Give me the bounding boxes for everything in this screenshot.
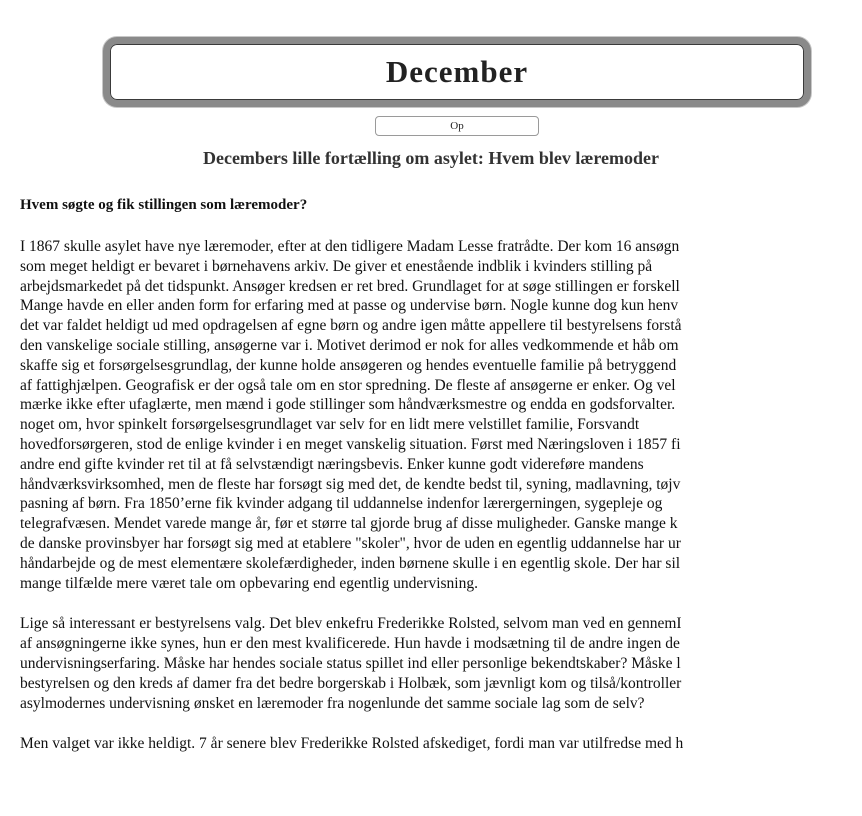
paragraph-3 — [20, 734, 862, 754]
paragraph-line: hovedforsørgeren, stod de enlige kvinder i en meget vanskelig situation. Først med Næringsloven i 1857 fi — [20, 435, 681, 453]
paragraph-line: håndarbejde og de mest elementære skolefærdigheder, inden børnene skulle i en egentlig skole. Der har sil — [20, 554, 681, 572]
paragraph-line: håndværksvirksomhed, men de fleste har forsøgt sig med det, de kendte bedst til, syning, madlavning, tøjv — [20, 475, 681, 493]
paragraph-line: arbejdsmarkedet på det tidspunkt. Ansøger kredsen er ret bred. Grundlaget for at søge stillingen er forskell — [20, 277, 680, 295]
paragraph-line: bestyrelsen og den kreds af damer fra det bedre borgerskab i Holbæk, som jævnligt kom og tilså/kontroller — [20, 674, 682, 692]
page-title: December — [385, 54, 529, 89]
paragraph-line: af fattighjælpen. Geografisk er der også tale om en stor spredning. De fleste af ansøgerne er enker. Og vel — [20, 376, 676, 394]
paragraph-line: andre end gifte kvinder ret til at få selvstændigt næringsbevis. Enker kunne godt videreføre mandens — [20, 455, 644, 473]
paragraph-line: asylmodernes undervisning ønsket en læremoder fra nogenlunde det samme sociale lag som de selv? — [20, 694, 645, 712]
up-button[interactable]: Op — [375, 116, 539, 136]
paragraph-line: de danske provinsbyer har forsøgt sig med at etablere "skoler", hvor de uden en egentlig uddannelse har ur — [20, 534, 681, 552]
paragraph-line: skaffe sig et forsørgelsesgrundlag, der kunne holde ansøgeren og hendes eventuelle familie på betryggend — [20, 356, 677, 374]
paragraph-line: I 1867 skulle asylet have nye læremoder, efter at den tidligere Madam Lesse fratrådte. Der kom 16 ansøgn — [20, 238, 680, 255]
paragraph-line: mange tilfælde mere været tale om opbevaring end egentlig undervisning. — [20, 574, 478, 592]
paragraph-line: Lige så interessant er bestyrelsens valg. Det blev enkefru Frederikke Rolsted, selvom man ved en gennemI — [20, 615, 682, 633]
article-body — [20, 195, 862, 775]
paragraph-line: Mange havde en eller anden form for erfaring med at passe og undervise børn. Nogle kunne dog kun henv — [20, 297, 679, 315]
paragraph-line: mærke ikke efter ufaglærte, men mænd i gode stillinger som håndværksmestre og endda en godsforvalter. — [20, 396, 676, 414]
page-title-banner — [103, 37, 811, 107]
paragraph-1 — [20, 237, 862, 593]
section-heading: Hvem søgte og fik stillingen som læremoder? — [20, 197, 308, 213]
paragraph-line: som meget heldigt er bevaret i børnehavens arkiv. De giver et enestående indblik i kvinders stilling på — [20, 257, 653, 275]
paragraph-line: af ansøgningerne ikke synes, hun er den mest kvalificerede. Hun havde i modsætning til de andre ingen de — [20, 635, 680, 653]
paragraph-line: den vanskelige sociale stilling, ansøgerne var i. Motivet derimod er nok for alles vedkommende et håb om — [20, 336, 679, 354]
paragraph-line: telegrafvæsen. Mendet varede mange år, før et større tal gjorde brug af disse muligheder. Ganske mange k — [20, 515, 678, 533]
paragraph-line: undervisningserfaring. Måske har hendes sociale status spillet ind eller personlige bekendtskaber? Måske l — [20, 654, 681, 672]
paragraph-line: det var faldet heldigt ud med opdragelsen af egne børn og andre igen måtte appellere til bestyrelsens forstå — [20, 317, 682, 335]
paragraph-line: noget om, hvor spinkelt forsørgelsesgrundlaget var selv for en lidt mere velstillet familie, Forsvandt — [20, 416, 640, 434]
paragraph-line: pasning af børn. Fra 1850’erne fik kvinder adgang til uddannelse indenfor lærergerningen, sygepleje og — [20, 495, 663, 513]
paragraph-line: Men valget var ikke heldigt. 7 år senere blev Frederikke Rolsted afskediget, fordi man var utilfredse med h — [20, 735, 684, 753]
paragraph-2 — [20, 614, 862, 713]
page-subtitle: Decembers lille fortælling om asylet: Hvem blev læremoder — [202, 148, 660, 168]
